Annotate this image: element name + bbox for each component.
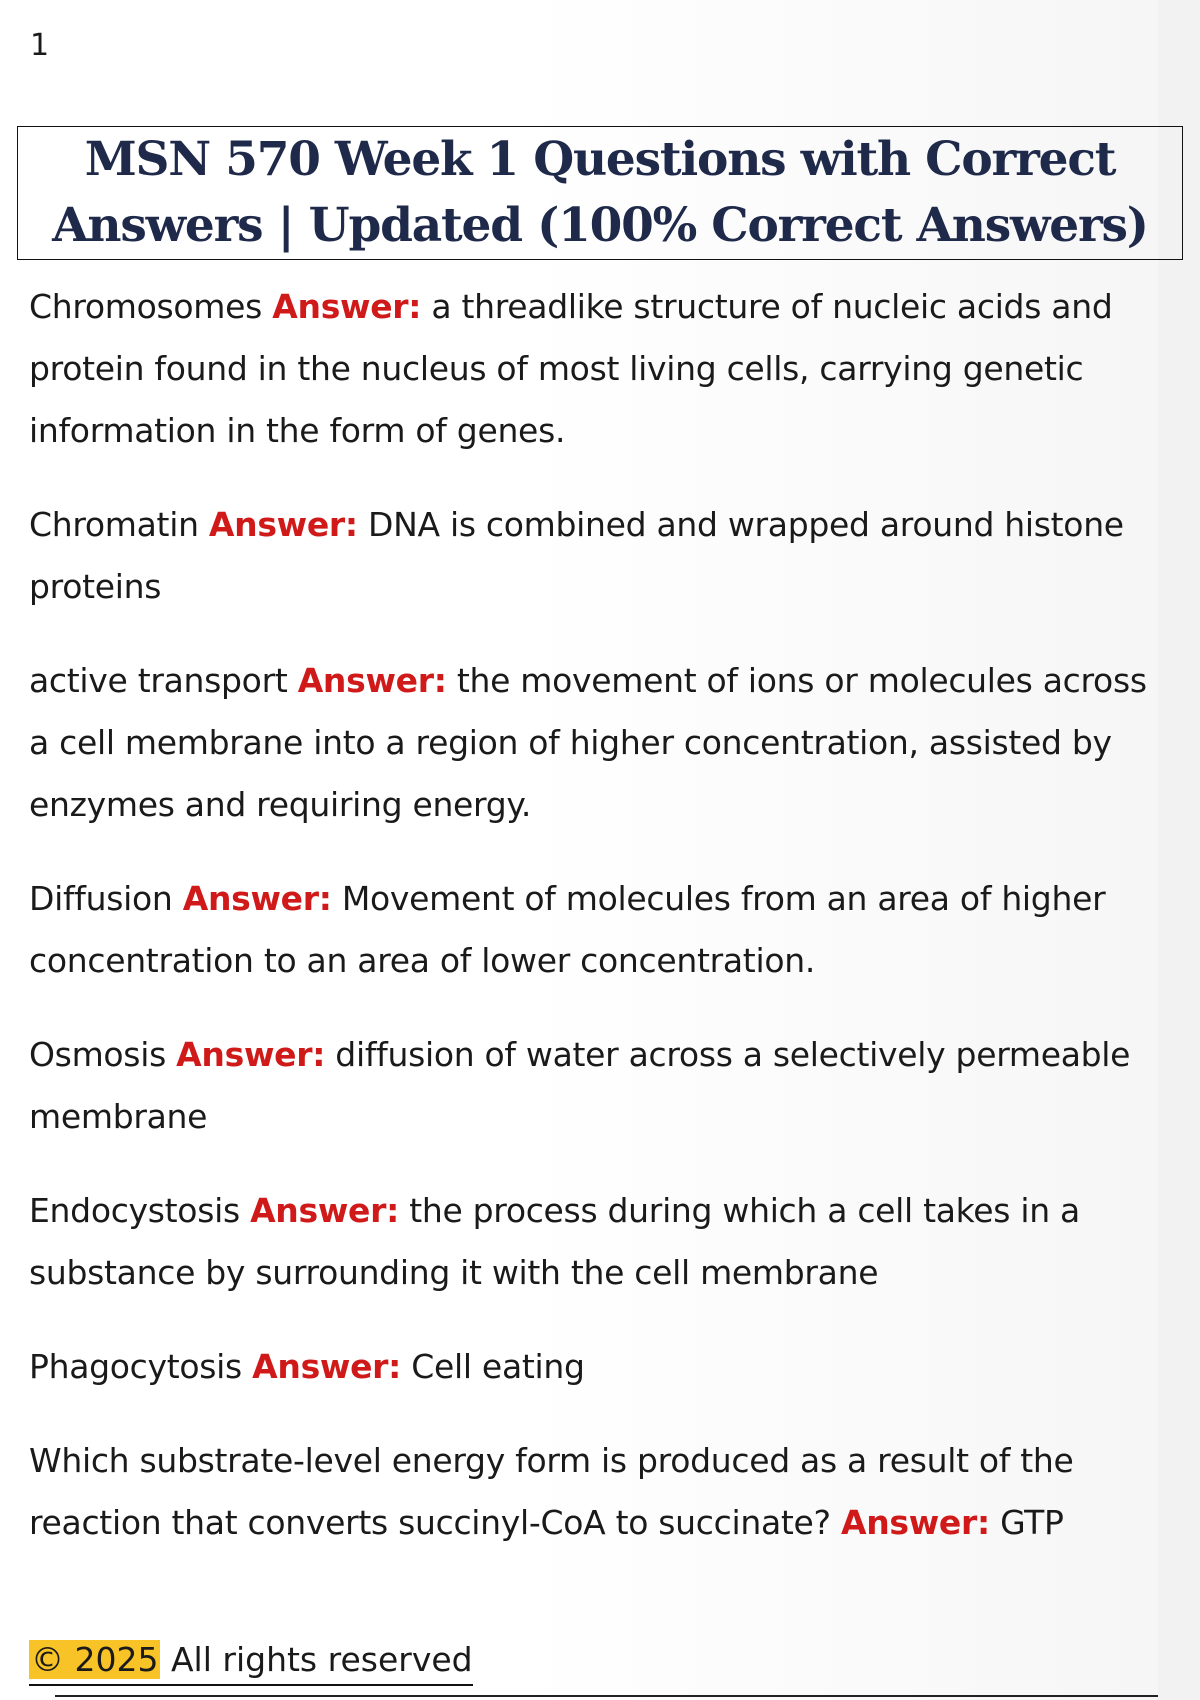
answer-label: Answer: <box>182 879 332 918</box>
qa-item-phagocytosis <box>29 1336 1159 1398</box>
qa-question: Which substrate-level energy form is produced as a result of the reaction that converts succinyl-CoA to succinate? <box>29 1441 1074 1542</box>
qa-list <box>29 276 1159 1586</box>
qa-item-diffusion <box>29 868 1159 992</box>
answer-label: Answer: <box>840 1503 990 1542</box>
copyright-year-highlight: © 2025 <box>31 1640 159 1679</box>
qa-answer: the movement of ions or molecules across a cell membrane into a region of higher concentration, assisted by enzymes and requiring energy. <box>29 661 1147 824</box>
answer-label: Answer: <box>272 287 422 326</box>
answer-label: Answer: <box>252 1347 402 1386</box>
qa-answer: diffusion of water across a selectively permeable membrane <box>29 1035 1131 1136</box>
copyright-footer <box>29 1637 473 1686</box>
qa-term: active transport <box>29 661 288 700</box>
title-box <box>17 126 1183 260</box>
page-number: 1 <box>30 28 50 63</box>
qa-answer: the process during which a cell takes in a substance by surrounding it with the cell membrane <box>29 1191 1080 1292</box>
qa-item-chromatin <box>29 494 1159 618</box>
qa-term: Osmosis <box>29 1035 166 1074</box>
qa-item-endocystosis <box>29 1180 1159 1304</box>
qa-term: Phagocytosis <box>29 1347 242 1386</box>
footer-rule <box>55 1695 1158 1697</box>
qa-item-succinyl-coa-question <box>29 1430 1159 1554</box>
qa-answer: Movement of molecules from an area of higher concentration to an area of lower concentration. <box>29 879 1106 980</box>
qa-item-active-transport <box>29 650 1159 836</box>
qa-item-chromosomes <box>29 276 1159 462</box>
copyright-text: All rights reserved <box>170 1640 473 1679</box>
answer-label: Answer: <box>176 1035 326 1074</box>
qa-term: Chromatin <box>29 505 199 544</box>
qa-term: Diffusion <box>29 879 173 918</box>
answer-label: Answer: <box>208 505 358 544</box>
qa-answer: DNA is combined and wrapped around histone proteins <box>29 505 1124 606</box>
qa-answer: GTP <box>1000 1503 1064 1542</box>
answer-label: Answer: <box>297 661 447 700</box>
qa-answer: Cell eating <box>411 1347 585 1386</box>
qa-term: Endocystosis <box>29 1191 240 1230</box>
qa-item-osmosis <box>29 1024 1159 1148</box>
document-title: MSN 570 Week 1 Questions with Correct Answers | Updated (100% Correct Answers) <box>52 132 1148 253</box>
qa-answer: a threadlike structure of nucleic acids and protein found in the nucleus of most living cells, carrying genetic information in the form of genes. <box>29 287 1113 450</box>
qa-term: Chromosomes <box>29 287 263 326</box>
answer-label: Answer: <box>250 1191 399 1230</box>
